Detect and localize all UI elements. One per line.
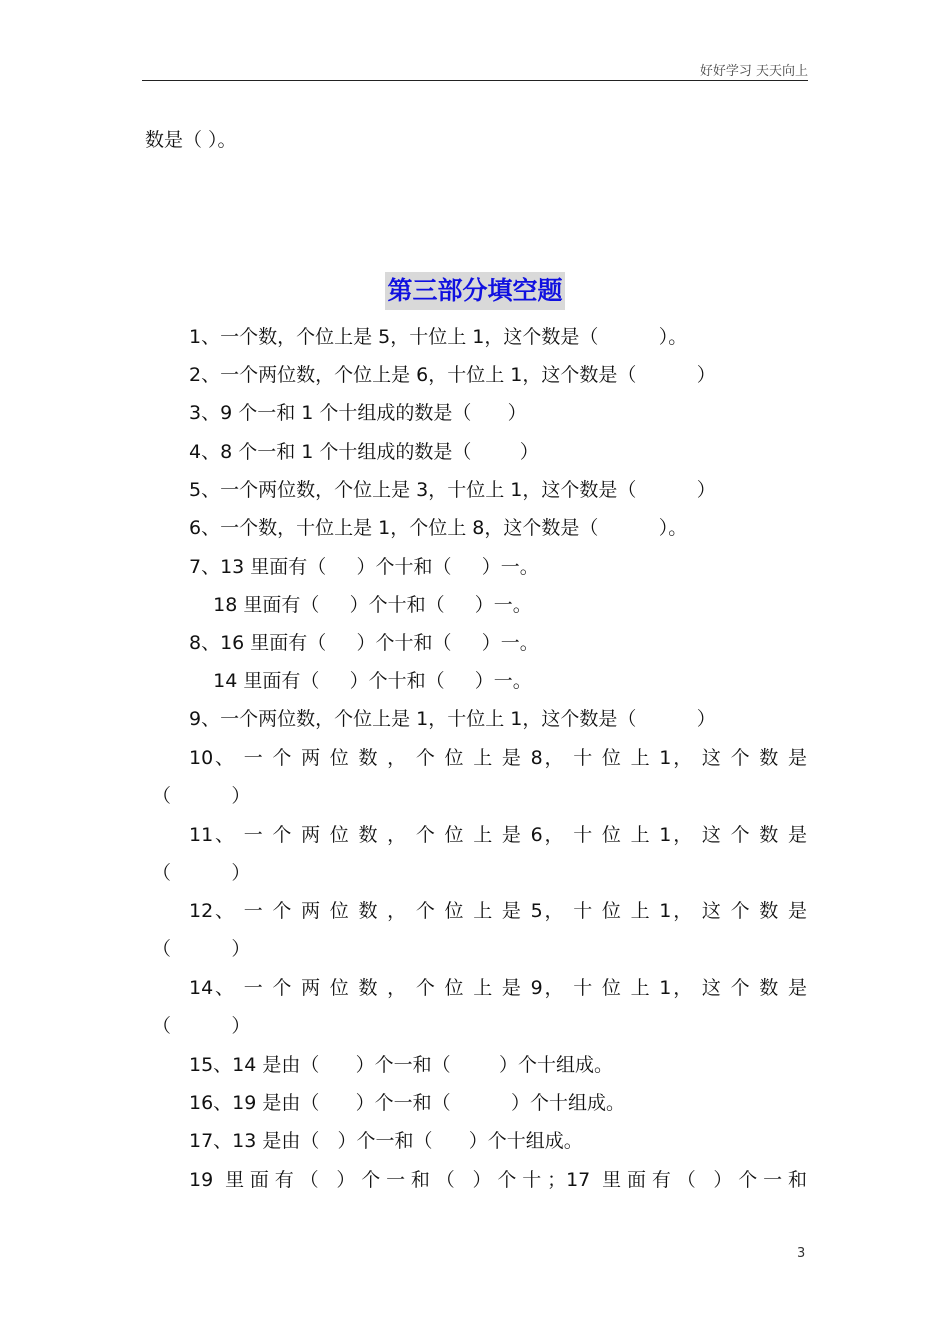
question-item-line2: （ ） <box>152 862 251 884</box>
question-item: 16、19 是由（ ）个一和（ ）个十组成。 <box>189 1092 626 1114</box>
header-motto: 好好学习 天天向上 <box>699 64 808 79</box>
question-item: 18 里面有（ ）个十和（ ）一。 <box>189 594 532 616</box>
page-header <box>142 60 808 81</box>
question-item: 3、9 个一和 1 个十组成的数是（ ） <box>189 402 527 424</box>
question-item-line1: 11、 一 个 两 位 数 ， 个 位 上 是 6， 十 位 上 1， 这 个 数 是 <box>189 824 807 846</box>
question-item: 1、一个数，个位上是 5，十位上 1，这个数是（ ）。 <box>189 326 688 348</box>
question-item: 4、8 个一和 1 个十组成的数是（ ） <box>189 441 539 463</box>
question-item: 15、14 是由（ ）个一和（ ）个十组成。 <box>189 1054 613 1076</box>
question-item: 9、一个两位数，个位上是 1，十位上 1，这个数是（ ） <box>189 708 716 730</box>
question-item: 6、一个数，十位上是 1，个位上 8，这个数是（ ）。 <box>189 517 688 539</box>
question-item: 14 里面有（ ）个十和（ ）一。 <box>189 670 532 692</box>
question-item-line1: 14、 一 个 两 位 数 ， 个 位 上 是 9， 十 位 上 1， 这 个 数 是 <box>189 977 807 999</box>
question-item: 2、一个两位数，个位上是 6，十位上 1，这个数是（ ） <box>189 364 716 386</box>
section-title: 第三部分填空题 <box>387 276 563 305</box>
question-item-line2: （ ） <box>152 938 251 960</box>
question-item-line1: 12、 一 个 两 位 数 ， 个 位 上 是 5， 十 位 上 1， 这 个 数 是 <box>189 900 807 922</box>
question-item: 17、13 是由（ ）个一和（ ）个十组成。 <box>189 1130 583 1152</box>
question-item: 8、16 里面有（ ）个十和（ ）一。 <box>189 632 539 654</box>
question-item: 7、13 里面有（ ）个十和（ ）一。 <box>189 556 539 578</box>
question-item: 5、一个两位数，个位上是 3，十位上 1，这个数是（ ） <box>189 479 716 501</box>
page-number: 3 <box>797 1246 806 1261</box>
question-item-line2: （ ） <box>152 1015 251 1037</box>
question-item: 19 里面有（ ）个一和（ ）个十；17 里面有（ ）个一和 <box>189 1169 807 1191</box>
intro-text: 数是（ ）。 <box>145 129 237 151</box>
question-item-line1: 10、 一 个 两 位 数 ， 个 位 上 是 8， 十 位 上 1， 这 个 数 是 <box>189 747 807 769</box>
question-item-line2: （ ） <box>152 785 251 807</box>
